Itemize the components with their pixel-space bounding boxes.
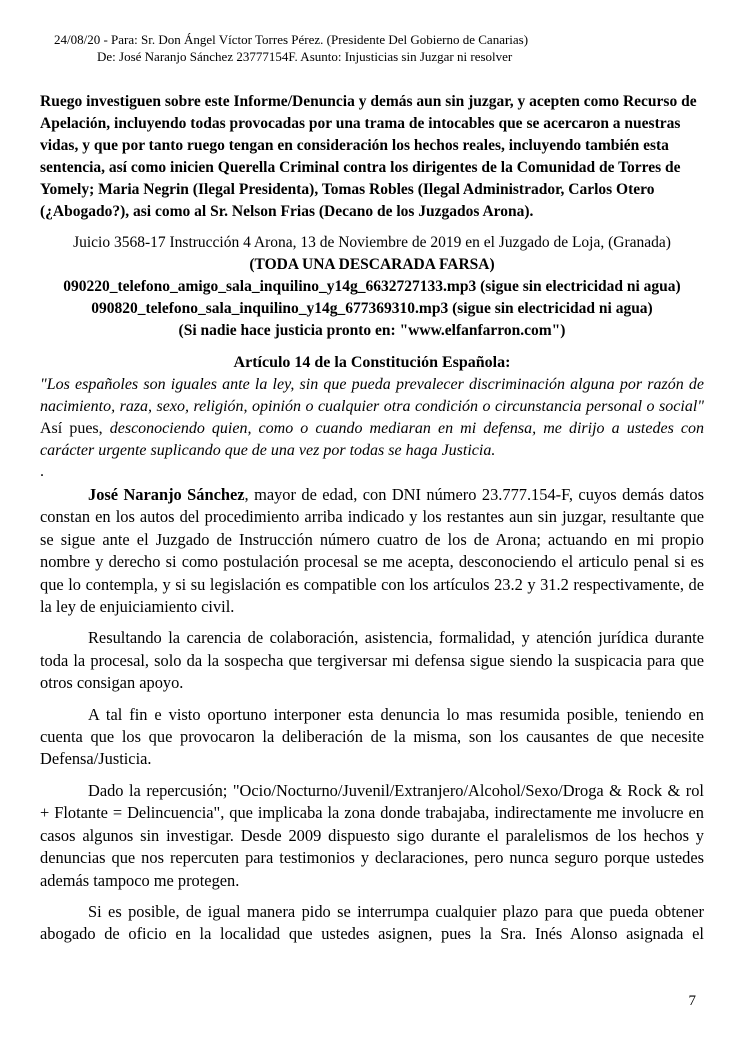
case-reference-block — [40, 232, 704, 342]
page-number: 7 — [688, 993, 696, 1009]
case-reference-line: Juicio 3568-17 Instrucción 4 Arona, 13 de Noviembre de 2019 en el Juzgado de Loja, (Granada) — [73, 234, 671, 251]
letter-header — [54, 31, 704, 65]
audio-file-line-2: 090820_telefono_sala_inquilino_y14g_677369310.mp3 (sigue sin electricidad ni agua) — [91, 300, 653, 317]
audio-file-line-1: 090220_telefono_amigo_sala_inquilino_y14g_6632727133.mp3 (sigue sin electricidad ni agua) — [63, 278, 681, 295]
article-14-paragraph — [40, 374, 704, 462]
header-date-recipient: 24/08/20 - Para: Sr. Don Ángel Víctor Torres Pérez. (Presidente Del Gobierno de Canarias) — [54, 32, 529, 47]
article-plea: desconociendo quien, como o cuando mediaran en mi defensa, me dirijo a ustedes con carácter urgente suplicando que de una vez por todas se haga Justicia. — [40, 420, 704, 459]
header-sender-subject: De: José Naranjo Sánchez 23777154F. Asunto: Injusticias sin Juzgar ni resolver — [97, 49, 513, 64]
sender-name-bold: José Naranjo Sánchez — [88, 485, 245, 504]
body-paragraph-identification — [40, 484, 704, 618]
constitution-quote: "Los españoles son iguales ante la ley, sin que pueda prevalecer discriminación alguna por razón de nacimiento, raza, sexo, religión, opinión o cualquier otra condición o circunstancia personal o social" — [40, 376, 704, 415]
identification-text: , mayor de edad, con DNI número 23.777.154-F, cuyos demás datos constan en los autos del procedimiento arriba indicado y los restantes aun sin juzgar, resultante que se sigue ante el Juzgado de Instrucción número cuatro de los de Arona; actuando en mi propio nombre y derecho si como postulación procesal se me acepta, desconociendo el articulo penal si es que lo contempla, y si su legislación es compatible con los artículos 23.2 y 31.2 respectivamente, de la ley de enjuiciamiento civil. — [40, 485, 704, 617]
justice-warning-line: (Si nadie hace justicia pronto en: "www.elfanfarron.com") — [178, 322, 566, 339]
stray-period: . — [40, 463, 44, 480]
farsa-line: (TODA UNA DESCARADA FARSA) — [249, 256, 495, 273]
body-paragraph-dado-repercusion: Dado la repercusión; "Ocio/Nocturno/Juvenil/Extranjero/Alcohol/Sexo/Droga & Rock & rol + Flotante = Delincuencia", que implicaba la zona donde trabajaba, indirectamente me involucre en casos algunos sin investigar. Desde 2009 dispuesto sigo durante el paralelismos de los hechos y denuncias que nos repercuten para testimonios y declaraciones, pero nunca seguro porque ustedes además tampoco me protegen. — [40, 780, 704, 890]
body-paragraph-resultando: Resultando la carencia de colaboración, asistencia, formalidad, y atención jurídica durante toda la procesal, solo da la sospecha que tergiversar mi defensa sigue siendo la suspicacia para que otros consigan apoyo. — [40, 628, 704, 693]
article-14-heading: Artículo 14 de la Constitución Española: — [233, 354, 511, 371]
body-paragraph-si-es-posible: Si es posible, de igual manera pido se interrumpa cualquier plazo para que pueda obtener abogado de oficio en la localidad que ustedes asignen, pues la Sra. Inés Alonso asignada el — [40, 901, 704, 944]
body-paragraph-a-tal-fin: A tal fin e visto oportuno interponer esta denuncia lo mas resumida posible, teniendo en cuenta que los que provocaron la deliberación de la misma, son los causantes de que necesite Defensa/Justicia. — [40, 704, 704, 769]
intro-request-paragraph: Ruego investiguen sobre este Informe/Denuncia y demás aun sin juzgar, y acepten como Recurso de Apelación, incluyendo todas provocadas por una trama de intocables que se acercaron a nuestras vidas, y que por tanto ruego tengan en consideración los hechos reales, incluyendo también esta sentencia, así como inicien Querella Criminal contra los dirigentes de la Comunidad de Torres de Yomely; Maria Negrin (Ilegal Presidenta), Tomas Robles (Ilegal Administrador, Carlos Otero (¿Abogado?), asi como al Sr. Nelson Frias (Decano de los Juzgados Arona). — [40, 93, 697, 220]
article-connector: Así pues, — [40, 420, 110, 437]
